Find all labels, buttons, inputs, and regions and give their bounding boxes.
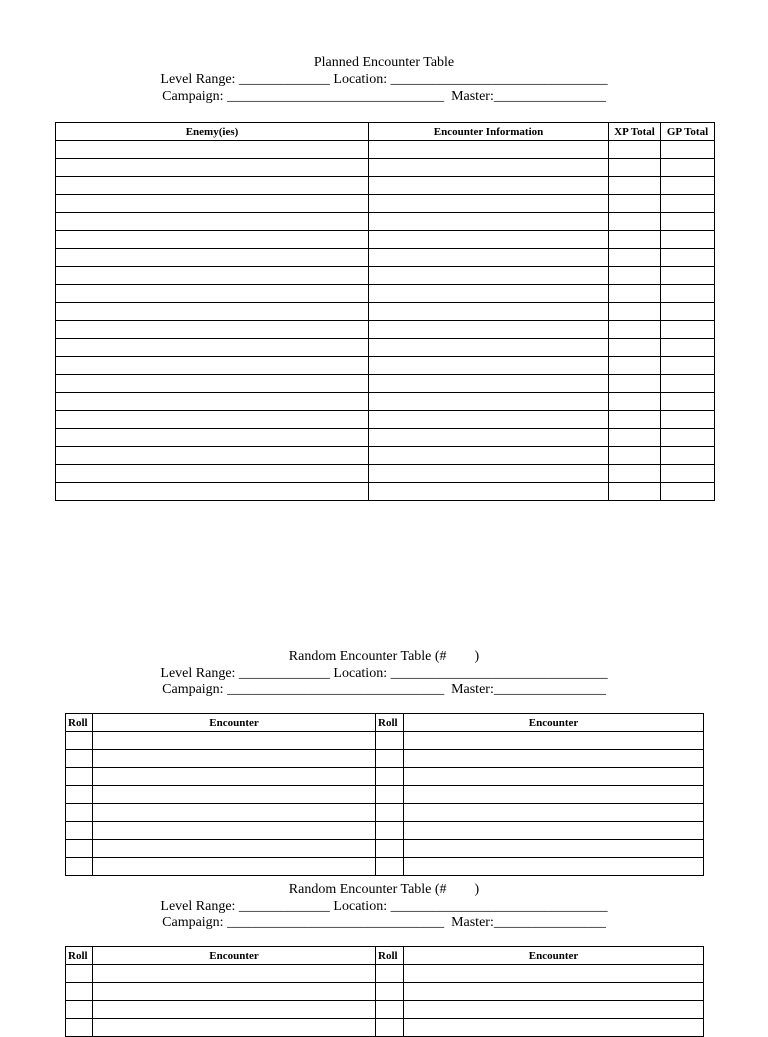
planned-table-row xyxy=(56,321,715,339)
gp-total-cell[interactable] xyxy=(661,429,715,447)
random-1-table-row xyxy=(66,732,704,750)
xp-total-cell[interactable] xyxy=(609,339,661,357)
encounter-cell[interactable] xyxy=(93,822,376,840)
planned-table-row xyxy=(56,357,715,375)
encounter-column-header: Encounter xyxy=(93,714,376,732)
xp-total-cell[interactable] xyxy=(609,303,661,321)
xp-total-cell[interactable] xyxy=(609,213,661,231)
encounter-info-cell[interactable] xyxy=(369,465,609,483)
random-encounter-table-1 xyxy=(65,713,704,876)
random-table-2-title: Random Encounter Table (# ) xyxy=(288,882,480,897)
encounter-cell[interactable] xyxy=(404,732,704,750)
planned-table-row xyxy=(56,249,715,267)
xp-total-cell[interactable] xyxy=(609,159,661,177)
gp-total-cell[interactable] xyxy=(661,483,715,501)
encounter-column-header: Encounter xyxy=(404,714,704,732)
enemy-cell[interactable] xyxy=(56,339,369,357)
enemy-cell[interactable] xyxy=(56,411,369,429)
gp-total-cell[interactable] xyxy=(661,357,715,375)
random-2-level-location-line: Level Range: _____________ Location: _______________________________ xyxy=(160,899,608,914)
random-table-1-title: Random Encounter Table (# ) xyxy=(288,649,480,664)
gp-total-cell[interactable] xyxy=(661,159,715,177)
gp-total-cell[interactable] xyxy=(661,195,715,213)
roll-column-header: Roll xyxy=(376,947,404,965)
planned-table-row xyxy=(56,339,715,357)
roll-cell[interactable] xyxy=(376,840,404,858)
enemy-cell[interactable] xyxy=(56,429,369,447)
planned-table-row xyxy=(56,231,715,249)
xp-total-cell[interactable] xyxy=(609,357,661,375)
planned-campaign-master-line: Campaign: _______________________________ Master:________________ xyxy=(162,89,606,104)
random-1-table-row xyxy=(66,804,704,822)
encounter-cell[interactable] xyxy=(93,1019,376,1037)
roll-cell[interactable] xyxy=(66,732,93,750)
encounter-cell[interactable] xyxy=(93,965,376,983)
gp-total-cell[interactable] xyxy=(661,321,715,339)
enemy-cell[interactable] xyxy=(56,375,369,393)
encounter-info-cell[interactable] xyxy=(369,411,609,429)
planned-table-row xyxy=(56,285,715,303)
gp-total-cell[interactable] xyxy=(661,393,715,411)
encounter-cell[interactable] xyxy=(404,840,704,858)
encounter-cell[interactable] xyxy=(93,750,376,768)
roll-cell[interactable] xyxy=(66,804,93,822)
roll-cell[interactable] xyxy=(376,983,404,1001)
enemy-cell[interactable] xyxy=(56,285,369,303)
random-1-table-row xyxy=(66,840,704,858)
roll-cell[interactable] xyxy=(376,732,404,750)
xp-total-cell[interactable] xyxy=(609,321,661,339)
gp-total-cell[interactable] xyxy=(661,213,715,231)
xp-total-cell[interactable] xyxy=(609,195,661,213)
random-1-table-row xyxy=(66,750,704,768)
planned-table-row xyxy=(56,303,715,321)
enemy-cell[interactable] xyxy=(56,303,369,321)
roll-cell[interactable] xyxy=(376,768,404,786)
roll-cell[interactable] xyxy=(66,750,93,768)
enemy-cell[interactable] xyxy=(56,267,369,285)
planned-table-title: Planned Encounter Table xyxy=(313,55,455,70)
encounter-cell[interactable] xyxy=(404,786,704,804)
planned-table-row xyxy=(56,411,715,429)
random-encounter-table-2 xyxy=(65,946,704,1037)
encounter-info-cell[interactable] xyxy=(369,483,609,501)
encounter-info-cell[interactable] xyxy=(369,393,609,411)
enemy-cell[interactable] xyxy=(56,231,369,249)
enemy-cell[interactable] xyxy=(56,393,369,411)
encounter-cell[interactable] xyxy=(93,804,376,822)
enemy-cell[interactable] xyxy=(56,321,369,339)
encounter-cell[interactable] xyxy=(93,840,376,858)
encounter-info-cell[interactable] xyxy=(369,195,609,213)
encounter-info-column-header: Encounter Information xyxy=(369,123,609,141)
planned-table-row xyxy=(56,429,715,447)
xp-total-cell[interactable] xyxy=(609,177,661,195)
roll-cell[interactable] xyxy=(66,1019,93,1037)
xp-total-cell[interactable] xyxy=(609,249,661,267)
planned-table-row xyxy=(56,159,715,177)
xp-total-column-header: XP Total xyxy=(609,123,661,141)
encounter-cell[interactable] xyxy=(93,1001,376,1019)
xp-total-cell[interactable] xyxy=(609,429,661,447)
encounter-info-cell[interactable] xyxy=(369,141,609,159)
gp-total-cell[interactable] xyxy=(661,267,715,285)
gp-total-cell[interactable] xyxy=(661,339,715,357)
gp-total-cell[interactable] xyxy=(661,141,715,159)
enemy-cell[interactable] xyxy=(56,195,369,213)
enemy-column-header: Enemy(ies) xyxy=(56,123,369,141)
planned-table-row xyxy=(56,447,715,465)
roll-cell[interactable] xyxy=(376,858,404,876)
encounter-info-cell[interactable] xyxy=(369,249,609,267)
planned-header-row xyxy=(56,123,715,141)
xp-total-cell[interactable] xyxy=(609,393,661,411)
gp-total-cell[interactable] xyxy=(661,177,715,195)
encounter-info-cell[interactable] xyxy=(369,339,609,357)
xp-total-cell[interactable] xyxy=(609,411,661,429)
encounter-cell[interactable] xyxy=(404,858,704,876)
roll-cell[interactable] xyxy=(66,983,93,1001)
planned-table-row xyxy=(56,465,715,483)
gp-total-cell[interactable] xyxy=(661,375,715,393)
gp-total-cell[interactable] xyxy=(661,447,715,465)
roll-cell[interactable] xyxy=(66,822,93,840)
random-1-table-row xyxy=(66,768,704,786)
roll-cell[interactable] xyxy=(376,786,404,804)
random-2-header-row xyxy=(66,947,704,965)
encounter-cell[interactable] xyxy=(93,858,376,876)
encounter-info-cell[interactable] xyxy=(369,213,609,231)
random-1-campaign-master-line: Campaign: _______________________________ Master:________________ xyxy=(162,682,606,697)
encounter-info-cell[interactable] xyxy=(369,375,609,393)
encounter-info-cell[interactable] xyxy=(369,303,609,321)
encounter-cell[interactable] xyxy=(404,1001,704,1019)
encounter-column-header: Encounter xyxy=(93,947,376,965)
roll-cell[interactable] xyxy=(66,858,93,876)
encounter-cell[interactable] xyxy=(404,1019,704,1037)
encounter-cell[interactable] xyxy=(404,750,704,768)
encounter-cell[interactable] xyxy=(404,804,704,822)
roll-cell[interactable] xyxy=(376,804,404,822)
random-1-table-body xyxy=(66,732,704,876)
planned-table-row xyxy=(56,375,715,393)
enemy-cell[interactable] xyxy=(56,249,369,267)
planned-table-row xyxy=(56,483,715,501)
random-1-header-row xyxy=(66,714,704,732)
encounter-cell[interactable] xyxy=(404,983,704,1001)
roll-column-header: Roll xyxy=(376,714,404,732)
roll-cell[interactable] xyxy=(66,840,93,858)
roll-cell[interactable] xyxy=(376,750,404,768)
roll-column-header: Roll xyxy=(66,947,93,965)
random-1-table-row xyxy=(66,822,704,840)
roll-cell[interactable] xyxy=(66,1001,93,1019)
enemy-cell[interactable] xyxy=(56,357,369,375)
xp-total-cell[interactable] xyxy=(609,465,661,483)
enemy-cell[interactable] xyxy=(56,159,369,177)
roll-cell[interactable] xyxy=(66,768,93,786)
xp-total-cell[interactable] xyxy=(609,447,661,465)
enemy-cell[interactable] xyxy=(56,465,369,483)
xp-total-cell[interactable] xyxy=(609,267,661,285)
enemy-cell[interactable] xyxy=(56,141,369,159)
encounter-column-header: Encounter xyxy=(404,947,704,965)
encounter-info-cell[interactable] xyxy=(369,447,609,465)
encounter-info-cell[interactable] xyxy=(369,321,609,339)
encounter-info-cell[interactable] xyxy=(369,159,609,177)
gp-total-cell[interactable] xyxy=(661,285,715,303)
gp-total-cell[interactable] xyxy=(661,249,715,267)
xp-total-cell[interactable] xyxy=(609,141,661,159)
encounter-info-cell[interactable] xyxy=(369,285,609,303)
roll-cell[interactable] xyxy=(376,965,404,983)
encounter-cell[interactable] xyxy=(404,822,704,840)
planned-encounter-table xyxy=(55,122,715,501)
random-1-level-location-line: Level Range: _____________ Location: _______________________________ xyxy=(160,666,608,681)
xp-total-cell[interactable] xyxy=(609,231,661,249)
roll-cell[interactable] xyxy=(66,965,93,983)
planned-table-row xyxy=(56,267,715,285)
random-1-table-row xyxy=(66,786,704,804)
encounter-info-cell[interactable] xyxy=(369,231,609,249)
xp-total-cell[interactable] xyxy=(609,483,661,501)
gp-total-cell[interactable] xyxy=(661,411,715,429)
roll-column-header: Roll xyxy=(66,714,93,732)
enemy-cell[interactable] xyxy=(56,447,369,465)
planned-table-row xyxy=(56,195,715,213)
encounter-info-cell[interactable] xyxy=(369,429,609,447)
planned-table-row xyxy=(56,141,715,159)
encounter-cell[interactable] xyxy=(93,786,376,804)
random-2-campaign-master-line: Campaign: _______________________________ Master:________________ xyxy=(162,915,606,930)
encounter-info-cell[interactable] xyxy=(369,177,609,195)
planned-table-row xyxy=(56,213,715,231)
random-2-table-row xyxy=(66,983,704,1001)
xp-total-cell[interactable] xyxy=(609,375,661,393)
random-2-table-row xyxy=(66,965,704,983)
xp-total-cell[interactable] xyxy=(609,285,661,303)
roll-cell[interactable] xyxy=(376,1001,404,1019)
roll-cell[interactable] xyxy=(376,1019,404,1037)
gp-total-column-header: GP Total xyxy=(661,123,715,141)
gp-total-cell[interactable] xyxy=(661,303,715,321)
gp-total-cell[interactable] xyxy=(661,231,715,249)
planned-table-row xyxy=(56,393,715,411)
gp-total-cell[interactable] xyxy=(661,465,715,483)
planned-table-row xyxy=(56,177,715,195)
encounter-cell[interactable] xyxy=(404,768,704,786)
encounter-info-cell[interactable] xyxy=(369,267,609,285)
encounter-cell[interactable] xyxy=(93,732,376,750)
enemy-cell[interactable] xyxy=(56,483,369,501)
encounter-cell[interactable] xyxy=(93,768,376,786)
planned-level-location-line: Level Range: _____________ Location: _______________________________ xyxy=(160,72,608,87)
planned-table-body xyxy=(56,141,715,501)
random-2-table-row xyxy=(66,1019,704,1037)
roll-cell[interactable] xyxy=(66,786,93,804)
enemy-cell[interactable] xyxy=(56,177,369,195)
encounter-info-cell[interactable] xyxy=(369,357,609,375)
enemy-cell[interactable] xyxy=(56,213,369,231)
random-2-table-body xyxy=(66,965,704,1037)
encounter-cell[interactable] xyxy=(93,983,376,1001)
random-2-table-row xyxy=(66,1001,704,1019)
random-1-table-row xyxy=(66,858,704,876)
roll-cell[interactable] xyxy=(376,822,404,840)
encounter-cell[interactable] xyxy=(404,965,704,983)
